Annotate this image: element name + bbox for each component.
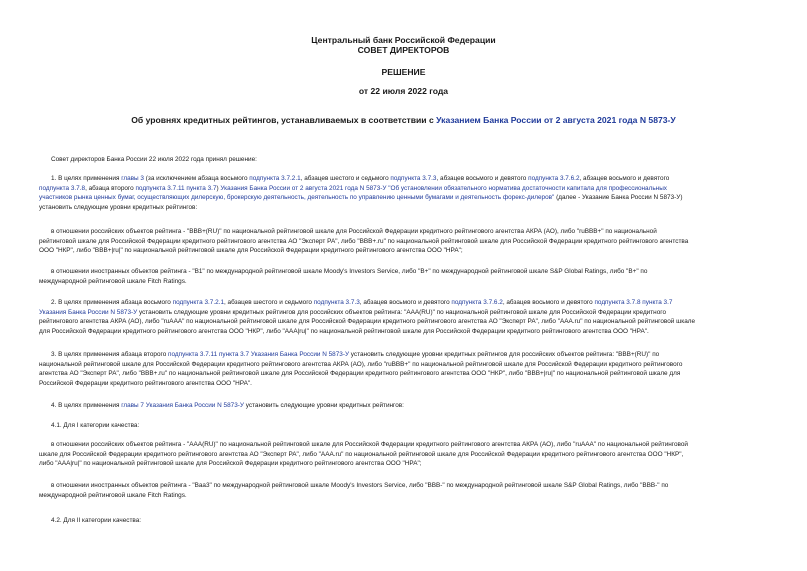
document-date: от 22 июля 2022 года <box>358 86 449 96</box>
link-chapter-3[interactable]: главы 3 <box>121 175 144 182</box>
paragraph-4: 4. В целях применения главы 7 Указания Банка России N 5873-У установить следующие уровни кредитных рейтингов: <box>51 402 404 409</box>
paragraph-1-foreign-objects: в отношении иностранных объектов рейтинга - "B1" по международной рейтинговой шкале Moody's Investors Service, либо "B+" по международной рейтинговой шкале S&P Global Ratings, либо "B+" по международной рейтинговой шкале Fitch Ratings. <box>39 268 648 285</box>
link-subclause-3-7-6-2[interactable]: подпункта 3.7.6.2 <box>528 175 580 182</box>
link-subclause-3-7-8[interactable]: подпункта 3.7.8 <box>39 184 86 192</box>
paragraph-2: 2. В целях применения абзаца восьмого подпункта 3.7.2.1, абзацев шестого и седьмого подпункта 3.7.3, абзацев восьмого и девятого подпункта 3.7.6.2, абзацев восьмого и девятого подпункта 3.7.8 пункта 3.7 Указания Банка России N 5873-У установить следующие уровни кредитных рейтингов для российских объектов рейтинга: "AAA(RU)" по национальной рейтинговой шкале для Российской Федерации кредитного рейтингового агентства АКРА (АО), либо "ruAAA" по национальной рейтинговой шкале для Российской Федерации кредитного рейтингового агентства АО "Эксперт РА", либо "AAA.ru" по национальной рейтинговой шкале для Российской Федерации кредитного рейтингового агентства ООО "НКР", либо "AAA|ru|" по национальной рейтинговой шкале для Российской Федерации кредитного рейтингового агентства ООО "НРА". <box>39 299 696 335</box>
paragraph-1-russian-objects: в отношении российских объектов рейтинга - "BBB+(RU)" по национальной рейтинговой шкале для Российской Федерации кредитного рейтингового агентства АКРА (АО), либо "ruBBB+" по национальной рейтинговой шкале для Российской Федерации кредитного рейтингового агентства АО "Эксперт РА", либо "BBB+.ru" по национальной рейтинговой шкале для Российской Федерации кредитного рейтингового агентства ООО "НКР", либо "BBB+|ru|" по национальной рейтинговой шкале для Российской Федерации кредитного рейтингового агентства ООО "НРА"; <box>39 228 689 255</box>
link-subclause-3-7-3[interactable]: подпункта 3.7.3 <box>390 175 437 182</box>
title-ordinance-link[interactable]: Указанием Банка России от 2 августа 2021 года N 5873-У <box>436 115 676 125</box>
link-subclause-3-7-11[interactable]: подпункта 3.7.11 пункта 3.7 Указания Банка России N 5873-У <box>168 351 350 358</box>
paragraph-4-1-foreign-objects: в отношении иностранных объектов рейтинга - "Baa3" по международной рейтинговой шкале Moody's Investors Service, либо "BBB-" по международной рейтинговой шкале S&P Global Ratings, либо "BBB-" по международной рейтинговой шкале Fitch Ratings. <box>39 482 669 499</box>
link-subclause-3-7-8[interactable]: подпункта 3.7.8 пункта 3.7 <box>594 299 673 306</box>
link-ordinance-5873-title[interactable]: участников рынка ценных бумаг, осуществляющих дилерскую, брокерскую деятельность, деятельность по управлению ценными бумагами и деятельность форекс-дилеров" <box>39 194 555 202</box>
paragraph-1-line: подпункта 3.7.8, абзаца второго подпункта 3.7.11 пункта 3.7) Указания Банка России от 2 августа 2021 года N 5873-У "Об установлении обязательного норматива достаточности капитала для профессиональных <box>39 184 667 192</box>
paragraph-1-line: установить следующие уровни кредитных рейтингов: <box>39 203 198 211</box>
issuer-name: Центральный банк Российской Федерации <box>311 35 496 45</box>
link-ordinance-5873[interactable]: Указания Банка России от 2 августа 2021 года N 5873-У "Об установлении обязательного норматива достаточности капитала для профессиональных <box>220 184 667 192</box>
paragraph-4-2: 4.2. Для II категории качества: <box>51 517 142 524</box>
issuer-body: СОВЕТ ДИРЕКТОРОВ <box>357 45 450 55</box>
paragraph-4-1-russian-objects: в отношении российских объектов рейтинга - "AAA(RU)" по национальной рейтинговой шкале для Российской Федерации кредитного рейтингового агентства АКРА (АО), либо "ruAAA" по национальной рейтинговой шкале для Российской Федерации кредитного рейтингового агентства АО "Эксперт РА", либо "AAA.ru" по национальной рейтинговой шкале для Российской Федерации кредитного рейтингового агентства ООО "НКР", либо "AAA|ru|" по национальной рейтинговой шкале для Российской Федерации кредитного рейтингового агентства ООО "НРА"; <box>39 441 688 468</box>
document-type: РЕШЕНИЕ <box>381 67 426 77</box>
intro-paragraph: Совет директоров Банка России 22 июля 2022 года принял решение: <box>51 156 257 163</box>
link-subclause-3-7-11[interactable]: подпункта 3.7.11 пункта 3.7 <box>135 184 217 192</box>
link-subclause-3-7-2-1[interactable]: подпункта 3.7.2.1 <box>249 175 301 182</box>
link-subclause-3-7-2-1[interactable]: подпункта 3.7.2.1 <box>172 299 224 306</box>
document-body <box>39 0 807 571</box>
paragraph-1-line: 1. В целях применения главы 3 (за исключением абзаца восьмого подпункта 3.7.2.1, абзацев шестого и седьмого подпункта 3.7.3, абзацев восьмого и девятого подпункта 3.7.6.2, абзацев восьмого и девятого <box>51 175 670 182</box>
paragraph-1 <box>39 174 807 212</box>
link-ordinance-5873[interactable]: Указания Банка России N 5873-У <box>39 308 138 316</box>
title-text: Об уровнях кредитных рейтингов, устанавливаемых в соответствии с <box>131 115 437 125</box>
link-subclause-3-7-3[interactable]: подпункта 3.7.3 <box>313 299 360 306</box>
link-chapter-7[interactable]: главы 7 Указания Банка России N 5873-У <box>121 402 244 409</box>
paragraph-3: 3. В целях применения абзаца второго подпункта 3.7.11 пункта 3.7 Указания Банка России N 5873-У установить следующие уровни кредитных рейтингов для российских объектов рейтинга: "BBB+(RU)" по национальной рейтинговой шкале для Российской Федерации кредитного рейтингового агентства АКРА (АО), либо "ruBBB+" по национальной рейтинговой шкале для Российской Федерации кредитного рейтингового агентства АО "Эксперт РА", либо "BBB+.ru" по национальной рейтинговой шкале для Российской Федерации кредитного рейтингового агентства ООО "НКР", либо "BBB+|ru|" по национальной рейтинговой шкале для Российской Федерации кредитного рейтингового агентства ООО "НРА". <box>39 351 683 387</box>
paragraph-1-line: участников рынка ценных бумаг, осуществляющих дилерскую, брокерскую деятельность, деятельность по управлению ценными бумагами и деятельность форекс-дилеров" (далее - Указание Банка России N 5873-У) <box>39 194 683 202</box>
paragraph-4-1: 4.1. Для I категории качества: <box>51 422 140 429</box>
link-subclause-3-7-6-2[interactable]: подпункта 3.7.6.2 <box>451 299 503 306</box>
